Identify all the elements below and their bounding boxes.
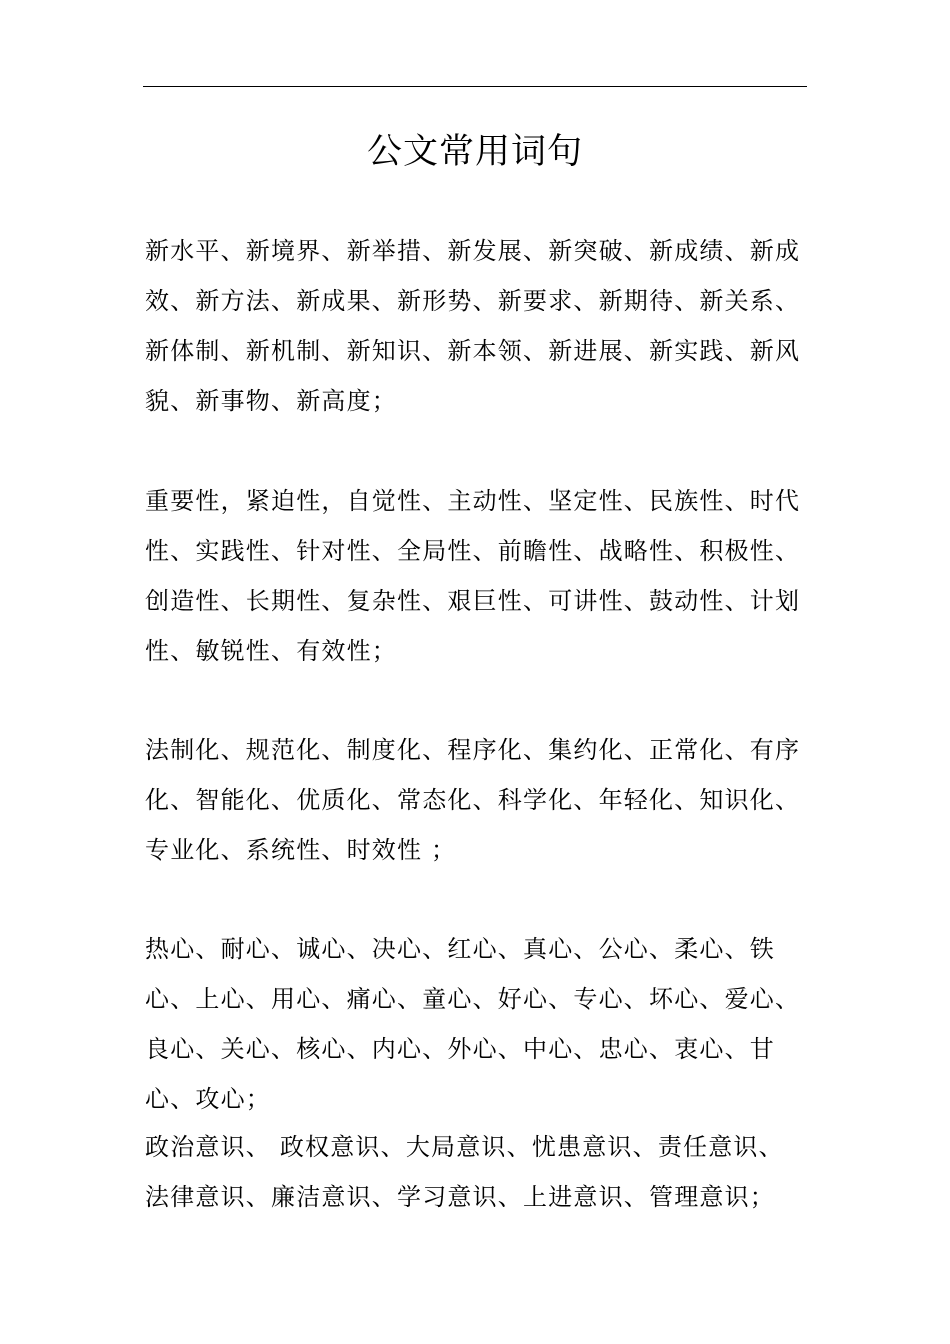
paragraph-awareness-terms: 政治意识、 政权意识、大局意识、忧患意识、责任意识、法律意识、廉洁意识、学习意识、上进意识、管理意识；	[145, 1133, 784, 1211]
paragraph-ization-terms: 法制化、规范化、制度化、程序化、集约化、正常化、有序化、智能化、优质化、常态化、科学化、年轻化、知识化、专业化、系统性、时效性 ；	[145, 736, 801, 864]
header-rule	[143, 86, 807, 87]
paragraph-nature-terms: 重要性，紧迫性，自觉性、主动性、坚定性、民族性、时代性、实践性、针对性、全局性、前瞻性、战略性、积极性、创造性、长期性、复杂性、艰巨性、可讲性、鼓动性、计划性、敏锐性、有效性；	[145, 487, 801, 665]
paragraph-heart-terms: 热心、耐心、诚心、决心、红心、真心、公心、柔心、铁心、上心、用心、痛心、童心、好心、专心、坏心、爱心、良心、关心、核心、内心、外心、中心、忠心、衷心、甘心、攻心；	[145, 935, 801, 1113]
document-title: 公文常用词句	[366, 132, 583, 172]
paragraph-new-terms: 新水平、新境界、新举措、新发展、新突破、新成绩、新成效、新方法、新成果、新形势、新要求、新期待、新关系、新体制、新机制、新知识、新本领、新进展、新实践、新风貌、新事物、新高度；	[145, 237, 801, 415]
